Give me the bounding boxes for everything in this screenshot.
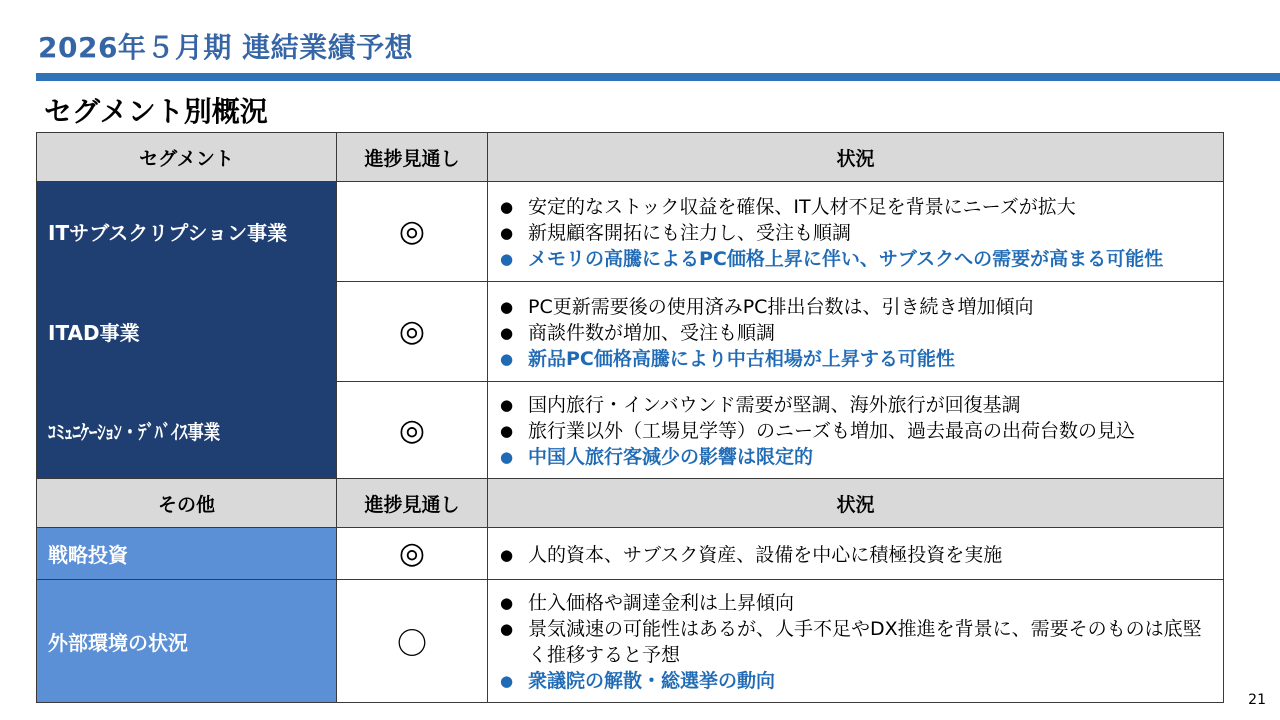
status-bullet: ● 安定的なストック収益を確保、IT人材不足を背景にニーズが拡大 <box>500 194 1217 220</box>
status-bullet: ● 新規顧客開拓にも注力し、受注も順調 <box>500 220 1217 246</box>
outlook-mark: ◎ <box>337 382 488 479</box>
status-list <box>500 542 1217 568</box>
outlook-mark: ◎ <box>337 282 488 382</box>
status-bullet-highlight: ● 新品PC価格高騰により中古相場が上昇する可能性 <box>500 346 1217 372</box>
segment-name: ITAD事業 <box>37 282 337 382</box>
status-bullet: ● 国内旅行・インバウンド需要が堅調、海外旅行が回復基調 <box>500 392 1217 418</box>
title-underline <box>36 73 1280 81</box>
table-row <box>37 182 1224 282</box>
page-number: 21 <box>1248 692 1266 708</box>
status-bullet: ● 仕入価格や調達金利は上昇傾向 <box>500 590 1217 616</box>
status-bullet-highlight: ● メモリの高騰によるPC価格上昇に伴い、サブスクへの需要が高まる可能性 <box>500 246 1217 272</box>
segment-name: 外部環境の状況 <box>37 580 337 703</box>
segment-name: ITサブスクリプション事業 <box>37 182 337 282</box>
outlook-mark: ◎ <box>337 528 488 580</box>
segment-name <box>37 382 337 479</box>
table-row <box>37 282 1224 382</box>
status-bullet: ● 景気減速の可能性はあるが、人手不足やDX推進を背景に、需要そのものは底堅く推移すると予想 <box>500 616 1217 668</box>
status-bullet: ● 商談件数が増加、受注も順調 <box>500 320 1217 346</box>
table-header-row <box>37 479 1224 528</box>
segment-name: 戦略投資 <box>37 528 337 580</box>
status-cell <box>488 382 1224 479</box>
table-header-row <box>37 133 1224 182</box>
status-bullet: ● 旅行業以外（工場見学等）のニーズも増加、過去最高の出荷台数の見込 <box>500 418 1217 444</box>
status-cell <box>488 580 1224 703</box>
status-bullet-highlight: ● 中国人旅行客減少の影響は限定的 <box>500 444 1217 470</box>
header-other: その他 <box>37 479 337 528</box>
segment-name-text: ｺﾐｭﾆｹｰｼｮﾝ・ﾃﾞﾊﾞｲｽ事業 <box>48 419 221 444</box>
status-cell <box>488 528 1224 580</box>
page-title: 2026年５月期 連結業績予想 <box>38 31 414 64</box>
table-row <box>37 580 1224 703</box>
status-list <box>500 590 1217 694</box>
header-status: 状況 <box>488 133 1224 182</box>
table-row <box>37 528 1224 580</box>
outlook-mark: 〇 <box>337 580 488 703</box>
status-bullet: ● PC更新需要後の使用済みPC排出台数は、引き続き増加傾向 <box>500 294 1217 320</box>
status-list <box>500 194 1217 272</box>
status-cell <box>488 282 1224 382</box>
segment-overview-table <box>36 132 1224 703</box>
header-progress-outlook: 進捗見通し <box>337 479 488 528</box>
status-list <box>500 294 1217 372</box>
header-progress-outlook: 進捗見通し <box>337 133 488 182</box>
section-subtitle: セグメント別概況 <box>44 95 268 128</box>
status-bullet-highlight: ● 衆議院の解散・総選挙の動向 <box>500 668 1217 694</box>
header-status: 状況 <box>488 479 1224 528</box>
outlook-mark: ◎ <box>337 182 488 282</box>
status-cell <box>488 182 1224 282</box>
header-segment: セグメント <box>37 133 337 182</box>
status-list <box>500 392 1217 470</box>
status-bullet: ● 人的資本、サブスク資産、設備を中心に積極投資を実施 <box>500 542 1217 568</box>
table-row <box>37 382 1224 479</box>
